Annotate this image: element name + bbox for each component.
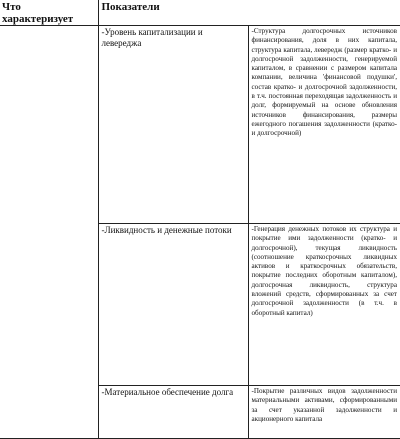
header-indicators: Показатели xyxy=(98,0,400,26)
empty-cell xyxy=(0,26,98,224)
criterion-cell: -Ликвидность и денежные потоки xyxy=(98,224,248,386)
empty-cell xyxy=(0,224,98,386)
metrics-cell: -Покрытие различных видов задолженности материальными активами, сформированными за счет указанной задолженности и акционерного капитала xyxy=(248,386,400,439)
criterion-cell: -Уровень капитализации и левереджа xyxy=(98,26,248,224)
table-row xyxy=(0,224,400,386)
metrics-cell: -Генерация денежных потоков их структура и покрытие ими задолженности (кратко- и долгосрочной), текущая ликвидность (соотношение краткосрочных ликвидных активов и краткосрочных обязательств, покрытие последних оборотным капиталом), долгосрочная ликвидность, структура вложений средств, сформированных за счет долгосрочной задолженности (в т.ч. в оборотный капитал) xyxy=(248,224,400,386)
table-row xyxy=(0,26,400,224)
criterion-cell: -Материальное обеспечение долга xyxy=(98,386,248,439)
table-row xyxy=(0,386,400,439)
empty-cell xyxy=(0,386,98,439)
header-what-characterizes: Что характеризует xyxy=(0,0,98,26)
table-header-row xyxy=(0,0,400,26)
metrics-cell: -Структура долгосрочных источников финансирования, доля в них капитала, структура капитала, левередж (размер кратко- и долгосрочной задолженности, генерируемой капиталом, в сравнении с размером капитала компании, величина 'финансовой подушки', состав кратко- и долгосрочной задолженности, в т.ч. постоянная переходящая задолженность и долг, формируемый на основе обновления источников финансирования, размеры ежегодного погашения задолженности (кратко- и долгосрочной) xyxy=(248,26,400,224)
